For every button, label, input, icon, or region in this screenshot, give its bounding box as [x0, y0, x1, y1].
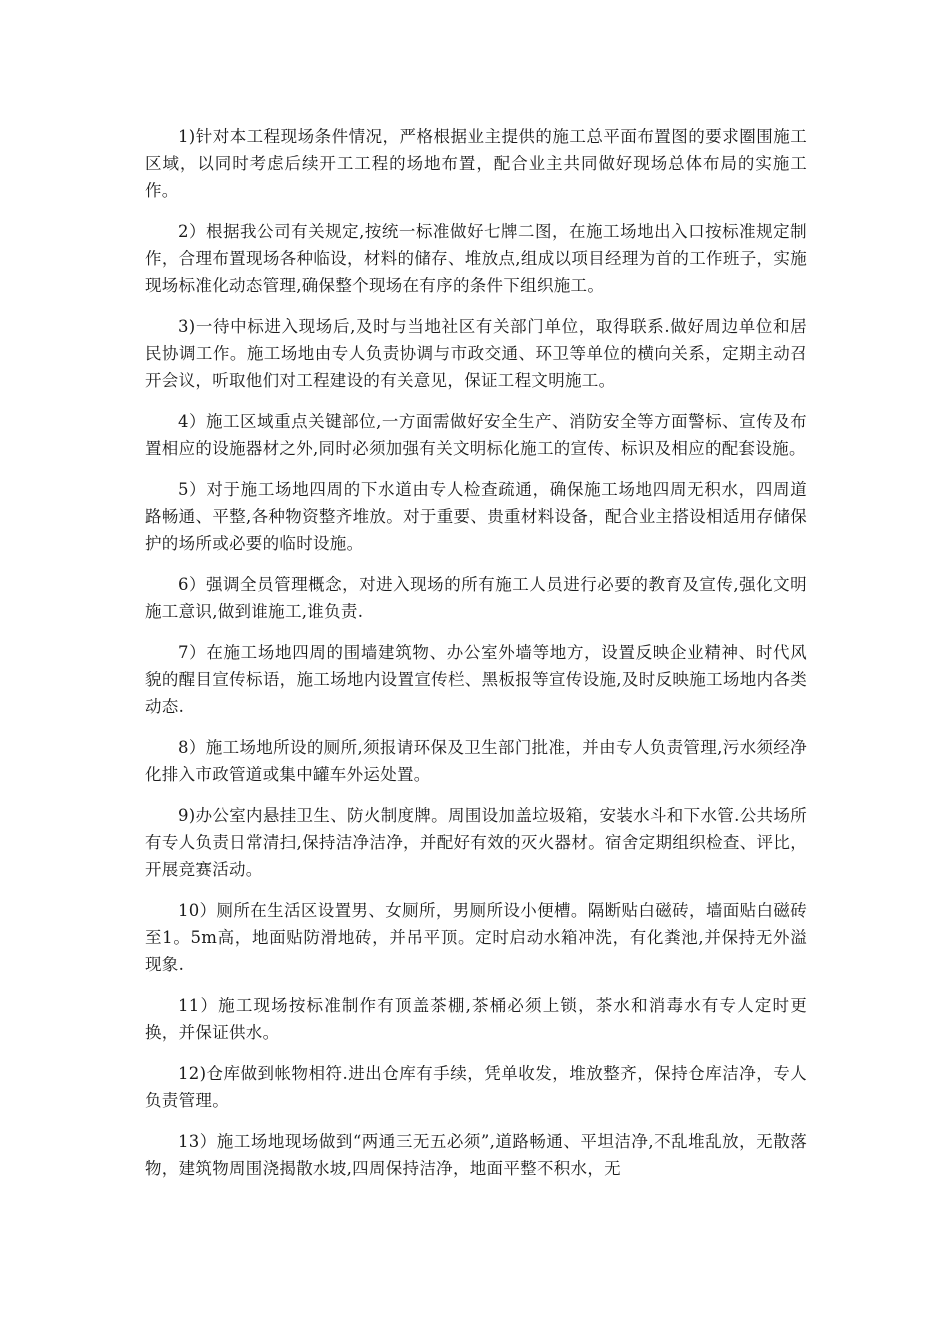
paragraph-7: 7）在施工场地四周的围墙建筑物、办公室外墙等地方，设置反映企业精神、时代风貌的醒目宣传标语，施工场地内设置宣传栏、黑板报等宣传设施,及时反映施工场地内各类动态.	[145, 643, 807, 716]
paragraph-9: 9)办公室内悬挂卫生、防火制度牌。周围设加盖垃圾箱，安装水斗和下水管.公共场所有专人负责日常清扫,保持洁净洁净，并配好有效的灭火器材。宿舍定期组织检查、评比，开展竞赛活动。	[145, 806, 807, 879]
paragraph-5: 5）对于施工场地四周的下水道由专人检查疏通，确保施工场地四周无积水，四周道路畅通、平整,各种物资整齐堆放。对于重要、贵重材料设备，配合业主搭设相适用存储保护的场所或必要的临时设施。	[145, 480, 807, 553]
paragraph-1: 1)针对本工程现场条件情况，严格根据业主提供的施工总平面布置图的要求圈围施工区域，以同时考虑后续开工工程的场地布置，配合业主共同做好现场总体布局的实施工作。	[145, 127, 807, 200]
paragraph-3: 3)一待中标进入现场后,及时与当地社区有关部门单位，取得联系.做好周边单位和居民协调工作。施工场地由专人负责协调与市政交通、环卫等单位的横向关系，定期主动召开会议，听取他们对工程建设的有关意见，保证工程文明施工。	[145, 317, 807, 390]
paragraph-4: 4）施工区域重点关键部位,一方面需做好安全生产、消防安全等方面警标、宣传及布置相应的设施器材之外,同时必须加强有关文明标化施工的宣传、标识及相应的配套设施。	[145, 412, 807, 458]
paragraph-13: 13）施工场地现场做到“两通三无五必须”,道路畅通、平坦洁净,不乱堆乱放，无散落物，建筑物周围浇揭散水坡,四周保持洁净，地面平整不积水，无	[145, 1132, 807, 1178]
paragraph-6: 6）强调全员管理概念，对进入现场的所有施工人员进行必要的教育及宣传,强化文明施工意识,做到谁施工,谁负责.	[145, 575, 807, 621]
paragraph-8: 8）施工场地所设的厕所,须报请环保及卫生部门批准，并由专人负责管理,污水须经净化排入市政管道或集中罐车外运处置。	[145, 738, 807, 784]
paragraph-10: 10）厕所在生活区设置男、女厕所，男厕所设小便槽。隔断贴白磁砖，墙面贴白磁砖至1。5m高，地面贴防滑地砖，并吊平顶。定时启动水箱冲洗，有化粪池,并保持无外溢现象.	[145, 901, 807, 974]
paragraph-12: 12)仓库做到帐物相符.进出仓库有手续，凭单收发，堆放整齐，保持仓库洁净，专人负责管理。	[145, 1064, 807, 1110]
paragraph-11: 11）施工现场按标准制作有顶盖茶棚,茶桶必须上锁，茶水和消毒水有专人定时更换，并保证供水。	[145, 996, 807, 1042]
paragraph-2: 2）根据我公司有关规定,按统一标准做好七牌二图，在施工场地出入口按标准规定制作，合理布置现场各种临设，材料的储存、堆放点,组成以项目经理为首的工作班子，实施现场标准化动态管理,确保整个现场在有序的条件下组织施工。	[145, 222, 807, 295]
document-body	[145, 123, 807, 1196]
